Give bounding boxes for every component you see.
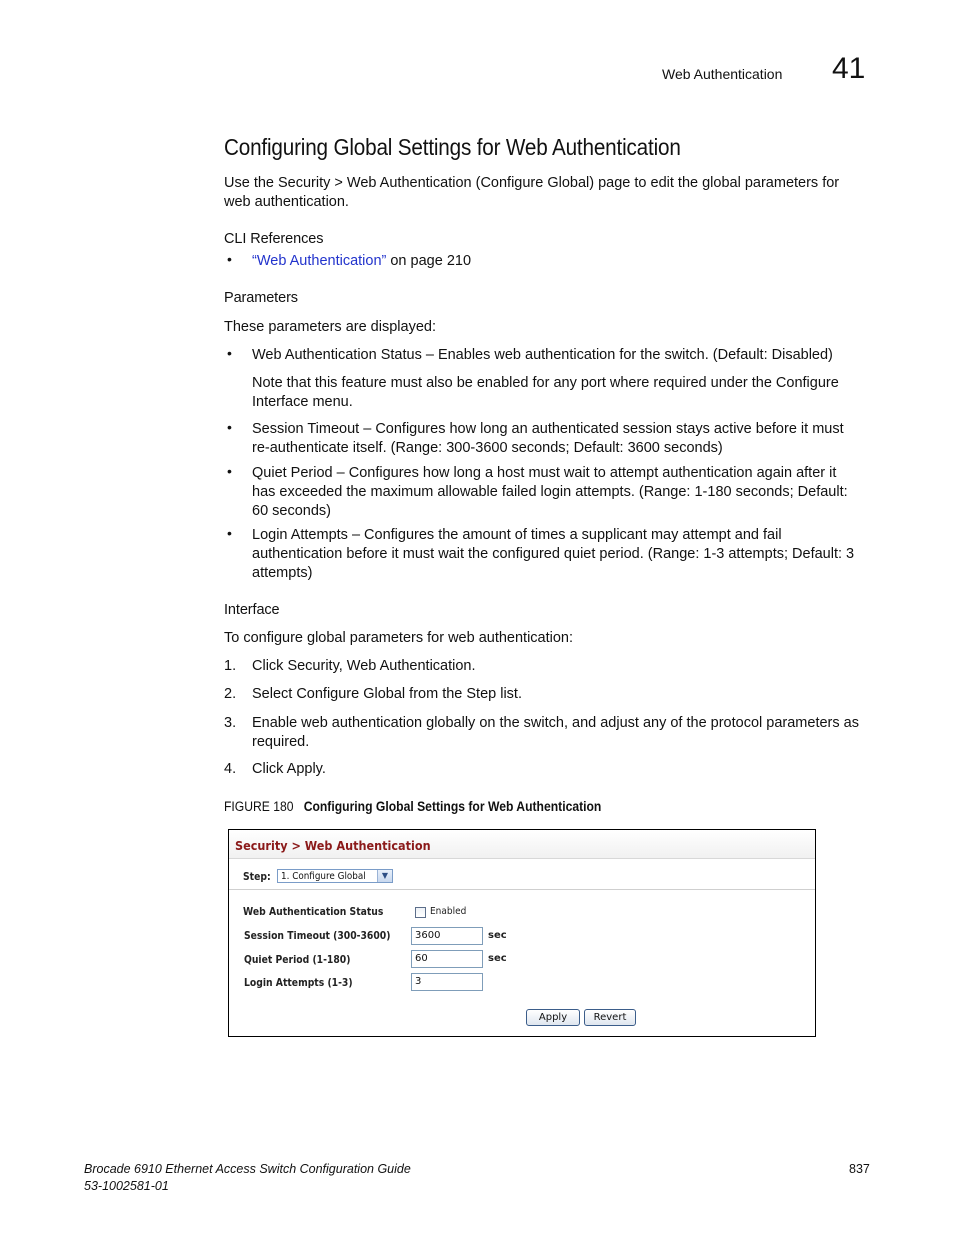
intro-line-1: Use the Security > Web Authentication (Configure Global) page to edit the global parameters for: [224, 175, 840, 191]
param-desc: – Configures how long an authenticated session stays active before it must: [359, 421, 844, 437]
param-desc-line-3: 60 seconds): [252, 503, 331, 519]
bullet-icon: •: [227, 525, 232, 541]
cli-references-heading: CLI References: [224, 231, 324, 247]
quiet-period-input[interactable]: 60: [411, 950, 483, 968]
step-text-line-1: Enable web authentication globally on the switch, and adjust any of the protocol parameters as: [252, 715, 859, 731]
bullet-icon: •: [227, 463, 232, 479]
panel-breadcrumb: Security > Web Authentication: [235, 838, 431, 853]
param-term: Session Timeout: [252, 421, 360, 437]
note-line-2: Interface menu.: [252, 394, 353, 410]
figure-label: FIGURE 180: [224, 799, 294, 814]
chapter-number: 41: [832, 52, 866, 85]
step-text: Click Security, Web Authentication.: [252, 658, 476, 674]
param-desc-line-2: authentication before it must wait the configured quiet period. (Range: 1-3 attempts; Default: 3: [252, 546, 855, 562]
intro-paragraph: [224, 174, 839, 212]
web-auth-enabled-label: Enabled: [430, 906, 467, 917]
page-number: 837: [849, 1162, 870, 1176]
bullet-icon: •: [227, 419, 232, 435]
param-desc-line-3: attempts): [252, 565, 313, 581]
section-title: Configuring Global Settings for Web Authentication: [224, 134, 681, 160]
web-auth-status-label: Web Authentication Status: [243, 906, 384, 918]
param-note: [252, 374, 839, 412]
quiet-period-label: Quiet Period (1-180): [244, 954, 351, 966]
interface-heading: Interface: [224, 602, 280, 618]
cli-reference-link[interactable]: “Web Authentication”: [252, 253, 387, 269]
step-select-value: 1. Configure Global: [281, 871, 366, 882]
param-desc-line-2: re-authenticate itself. (Range: 300-3600 seconds; Default: 3600 seconds): [252, 440, 723, 456]
step-text: Select Configure Global from the Step list.: [252, 686, 522, 702]
step-number: 3.: [224, 715, 237, 731]
bullet-icon: •: [227, 345, 232, 361]
figure-caption: [224, 799, 601, 814]
param-term: Login Attempts: [252, 527, 348, 543]
session-timeout-label: Session Timeout (300-3600): [244, 930, 391, 942]
chevron-down-icon[interactable]: ▼: [377, 870, 392, 882]
param-web-auth-status: [252, 346, 833, 365]
param-term: Web Authentication Status: [252, 347, 422, 363]
step-number: 2.: [224, 686, 237, 702]
step-number: 1.: [224, 658, 237, 674]
step-text-line-2: required.: [252, 734, 310, 750]
bullet-icon: •: [227, 251, 232, 267]
session-timeout-unit: sec: [488, 930, 507, 941]
param-desc: – Configures the amount of times a supplicant may attempt and fail: [347, 527, 782, 543]
parameters-heading: Parameters: [224, 290, 298, 306]
step-number: 4.: [224, 761, 237, 777]
interface-lead: To configure global parameters for web authentication:: [224, 630, 574, 646]
param-term: Quiet Period: [252, 465, 333, 481]
login-attempts-input[interactable]: 3: [411, 973, 483, 991]
step-text: [252, 714, 859, 752]
session-timeout-input[interactable]: 3600: [411, 927, 483, 945]
param-desc-line-2: has exceeded the maximum allowable failed login attempts. (Range: 1-180 seconds; Default:: [252, 484, 848, 500]
param-quiet-period: [252, 464, 848, 521]
step-text: Click Apply.: [252, 761, 326, 777]
footer-guide-title: Brocade 6910 Ethernet Access Switch Configuration Guide: [84, 1162, 411, 1176]
login-attempts-label: Login Attempts (1-3): [244, 977, 353, 989]
step-label: Step:: [243, 871, 271, 883]
param-desc: – Configures how long a host must wait to attempt authentication again after it: [332, 465, 837, 481]
web-auth-config-panel: [228, 829, 816, 1037]
web-auth-enabled-checkbox[interactable]: [415, 907, 426, 918]
cli-reference-page: on page 210: [386, 253, 472, 269]
note-line-1: Note that this feature must also be enabled for any port where required under the Configure: [252, 375, 839, 391]
param-session-timeout: [252, 420, 844, 458]
apply-button[interactable]: Apply: [526, 1009, 580, 1026]
footer-doc-number: 53-1002581-01: [84, 1179, 169, 1193]
param-desc: – Enables web authentication for the switch. (Default: Disabled): [421, 347, 833, 363]
running-header-title: Web Authentication: [662, 66, 783, 82]
revert-button[interactable]: Revert: [584, 1009, 636, 1026]
quiet-period-unit: sec: [488, 953, 507, 964]
cli-reference-item: [252, 252, 471, 271]
intro-line-2: web authentication.: [224, 194, 349, 210]
figure-caption-text: Configuring Global Settings for Web Authentication: [303, 799, 602, 814]
parameters-lead: These parameters are displayed:: [224, 319, 436, 335]
step-select[interactable]: [277, 869, 393, 883]
step-row: [229, 859, 815, 890]
param-login-attempts: [252, 526, 854, 583]
